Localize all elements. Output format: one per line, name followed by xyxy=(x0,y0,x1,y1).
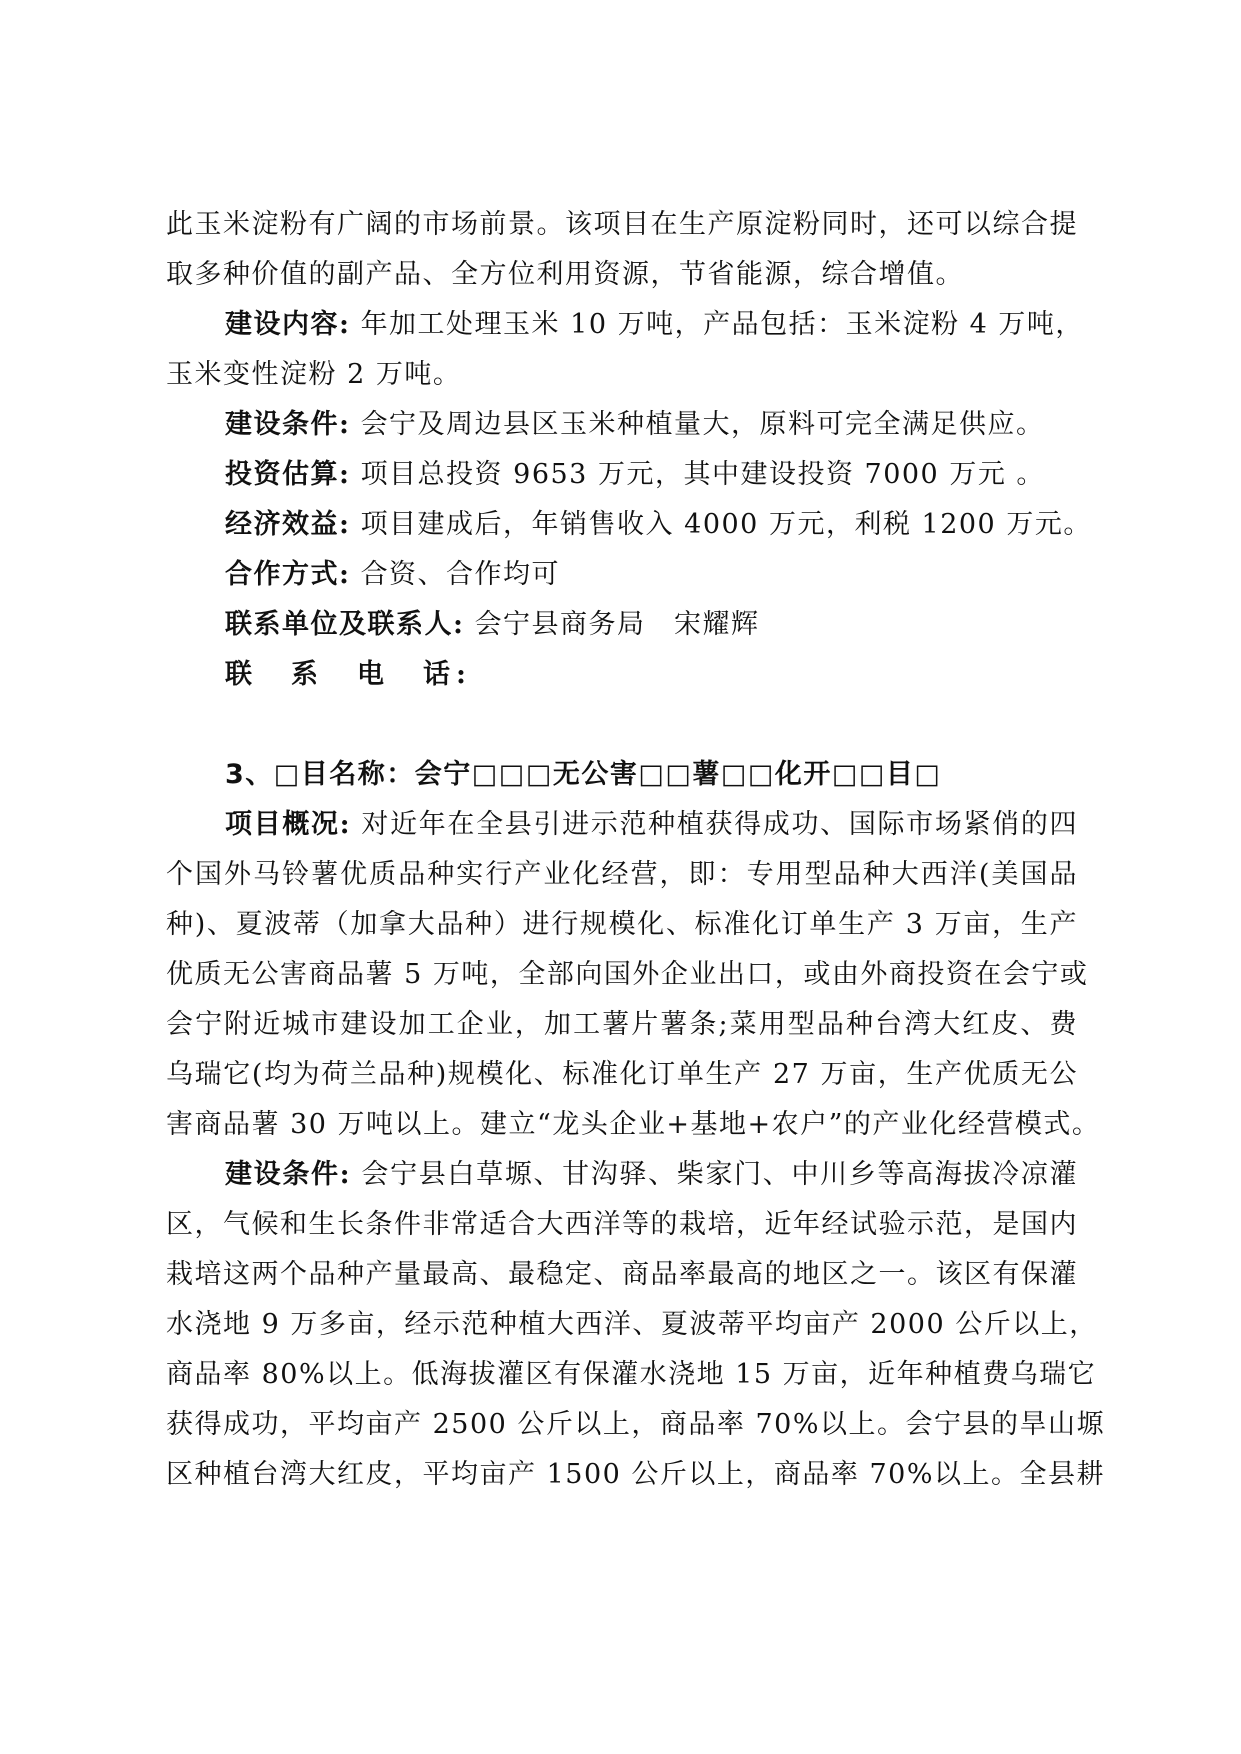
contact-label: 联系单位及联系人: xyxy=(225,609,465,640)
paragraph-line: 水浇地 9 万多亩，经示范种植大西洋、夏波蒂平均亩产 2000 公斤以上， xyxy=(166,1309,1098,1340)
paragraph-line: 乌瑞它(均为荷兰品种)规模化、标准化订单生产 27 万亩，生产优质无公 xyxy=(166,1059,1078,1090)
economic-label: 经济效益: xyxy=(225,509,351,540)
paragraph-line: 区，气候和生长条件非常适合大西洋等的栽培，近年经试验示范，是国内 xyxy=(166,1209,1078,1240)
paragraph-line: 会宁附近城市建设加工企业，加工薯片薯条;菜用型品种台湾大红皮、费 xyxy=(166,1009,1078,1040)
paragraph-line: 商品率 80%以上。低海拔灌区有保灌水浇地 15 万亩，近年种植费乌瑞它 xyxy=(166,1359,1097,1390)
paragraph-line: 玉米变性淀粉 2 万吨。 xyxy=(166,359,462,390)
cooperation-line xyxy=(225,558,1078,592)
contact-line xyxy=(225,608,1078,642)
phone-line xyxy=(225,658,1078,692)
economic-text: 项目建成后，年销售收入 4000 万元，利税 1200 万元。 xyxy=(360,509,1092,540)
conditions-text: 会宁县白草塬、甘沟驿、柴家门、中川乡等高海拔冷凉灌 xyxy=(361,1159,1079,1190)
paragraph-line: 害商品薯 30 万吨以上。建立“龙头企业+基地+农户”的产业化经营模式。 xyxy=(166,1109,1101,1140)
paragraph-line: 取多种价值的副产品、全方位利用资源，节省能源，综合增值。 xyxy=(166,259,964,290)
paragraph-line: 获得成功，平均亩产 2500 公斤以上，商品率 70%以上。会宁县的旱山塬 xyxy=(166,1409,1105,1440)
construction-content-text: 年加工处理玉米 10 万吨，产品包括：玉米淀粉 4 万吨， xyxy=(360,309,1084,340)
conditions-line xyxy=(225,1158,1078,1192)
contact-text: 会宁县商务局 宋耀辉 xyxy=(474,609,760,640)
construction-content-label: 建设内容: xyxy=(225,309,351,340)
paragraph-line: 栽培这两个品种产量最高、最稳定、商品率最高的地区之一。该区有保灌 xyxy=(166,1259,1078,1290)
investment-label: 投资估算: xyxy=(225,459,351,490)
economic-line xyxy=(225,508,1092,542)
investment-text: 项目总投资 9653 万元，其中建设投资 7000 万元 。 xyxy=(360,459,1045,490)
overview-line xyxy=(225,808,1078,842)
construction-conditions-text: 会宁及周边县区玉米种植量大，原料可完全满足供应。 xyxy=(360,409,1045,440)
cooperation-text: 合资、合作均可 xyxy=(360,559,561,590)
paragraph-line: 个国外马铃薯优质品种实行产业化经营，即：专用型品种大西洋(美国品 xyxy=(166,859,1078,890)
section-heading: 3、□目名称：会宁□□□无公害□□薯□□化开□□目□ xyxy=(225,759,942,790)
paragraph-line: 优质无公害商品薯 5 万吨，全部向国外企业出口，或由外商投资在会宁或 xyxy=(166,959,1089,990)
overview-text: 对近年在全县引进示范种植获得成功、国际市场紧俏的四 xyxy=(361,809,1079,840)
paragraph-line: 区种植台湾大红皮，平均亩产 1500 公斤以上，商品率 70%以上。全县耕 xyxy=(166,1459,1105,1490)
paragraph-line: 种)、夏波蒂（加拿大品种）进行规模化、标准化订单生产 3 万亩，生产 xyxy=(166,909,1078,940)
construction-content-line xyxy=(225,308,1084,342)
construction-conditions-line xyxy=(225,408,1078,442)
overview-label: 项目概况: xyxy=(225,809,352,840)
construction-conditions-label: 建设条件: xyxy=(225,409,351,440)
cooperation-label: 合作方式: xyxy=(225,559,351,590)
investment-line xyxy=(225,458,1078,492)
paragraph-line: 此玉米淀粉有广阔的市场前景。该项目在生产原淀粉同时，还可以综合提 xyxy=(166,209,1078,240)
phone-label: 联 系 电 话: xyxy=(225,659,472,690)
conditions-label: 建设条件: xyxy=(225,1159,352,1190)
